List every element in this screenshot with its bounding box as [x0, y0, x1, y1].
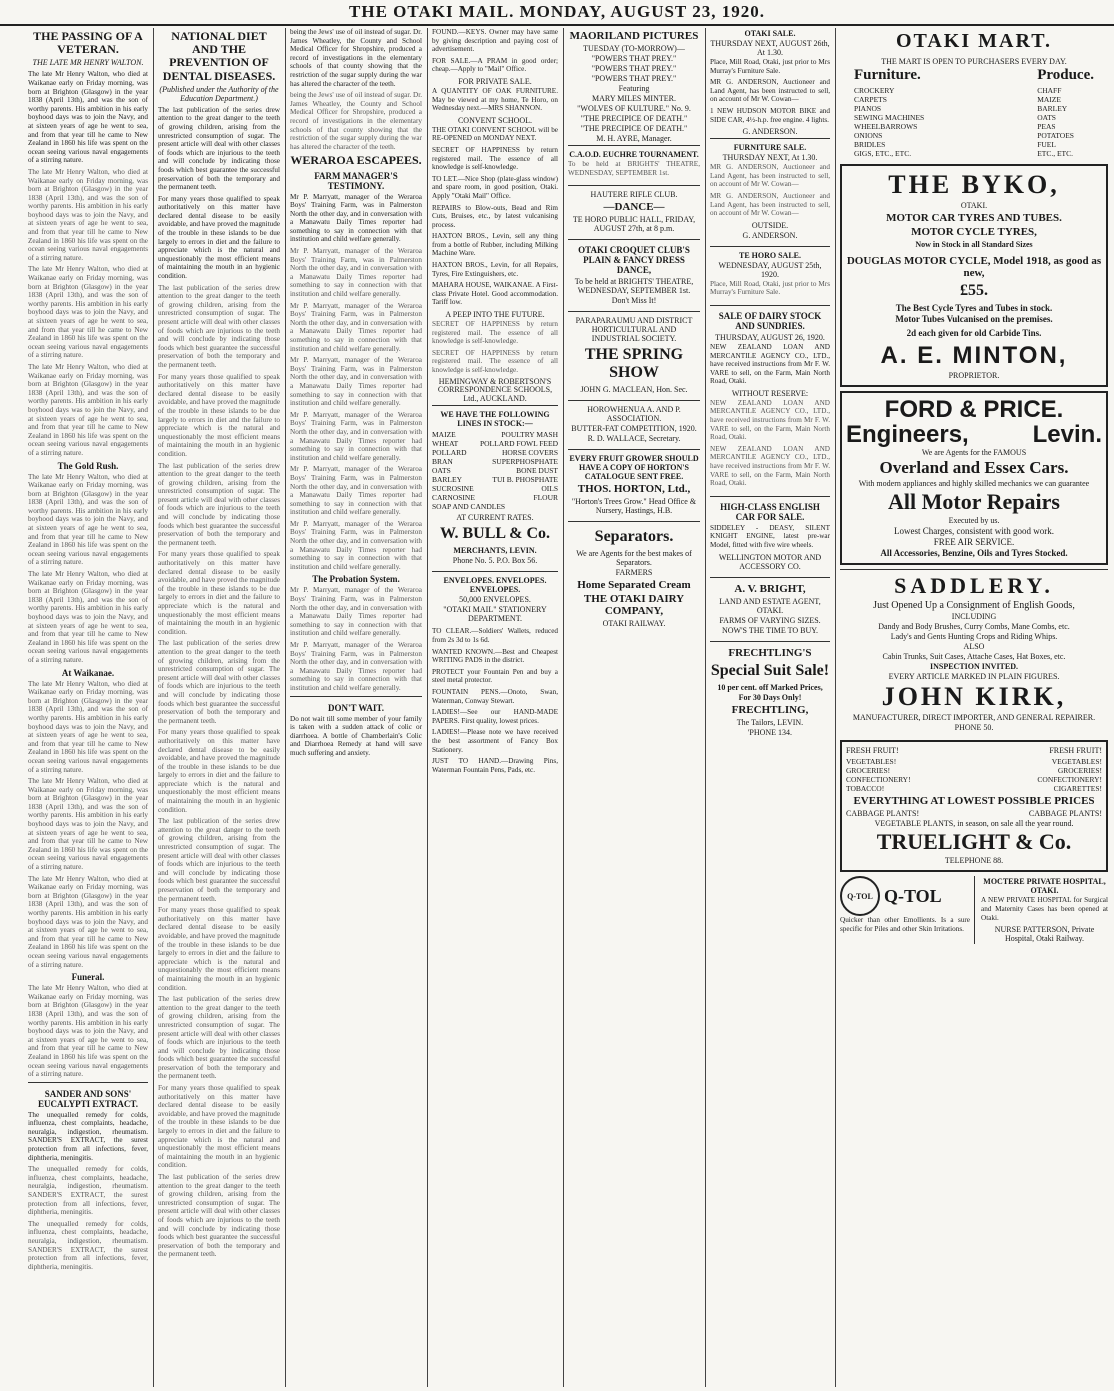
article-paragraph: The late Mr Henry Walton, who died at Waikanae early on Friday morning, was born at Brighton (Glasgow) in the year 1838 (April 13th), and was the son of worthy parents. His ambition in his early boyhood days was to join the Navy, and at sixteen years of age he went to sea, and from that year till he came to New Zealand in 1860 his life was spent on the ocean seeing various naval engagements of a stirring nature. [28, 472, 148, 567]
cabin-line: Cabin Trunks, Suit Cases, Attache Cases, Hat Boxes, etc. [882, 652, 1066, 662]
sale-text: MR G. ANDERSON, Auctioneer and Land Agent, has been instructed to sell, on account of Mr W. Cowan— [710, 163, 830, 189]
film-title: "POWERS THAT PREY." [591, 54, 677, 63]
days-label: For 30 Days Only! [738, 692, 802, 702]
also-label: ALSO [963, 642, 985, 652]
classified-ad: HAXTON BROS., Levin, sell any thing from a bottle of Rubber, including Milking Machine Ware. [432, 232, 558, 258]
sale-heading: TE HORO SALE. [738, 250, 801, 260]
sale-text: NEW ZEALAND LOAN AND MERCANTILE AGENCY CO., LTD., have received instructions from Mr F. W. VARE to sell, on the Farm, Main North Road, Otaki. [710, 342, 830, 386]
classified-ad: FOR SALE.—A PRAM in good order; cheap.—Apply to "Mail" Office. [432, 56, 558, 74]
truelight-phone: TELEPHONE 88. [944, 856, 1004, 866]
list-item: CARNOSINE [432, 493, 475, 503]
saddlery-title: SADDLERY. [894, 573, 1054, 599]
column-5 [564, 28, 704, 1387]
mart-open: THE MART IS OPEN TO PURCHASERS EVERY DAY. [881, 57, 1067, 66]
article-paragraph: The last publication of the series drew attention to the great danger to the teeth of growing children, arising from the unrestricted consumption of sugar. The present article will deal with other classes of foods which are injurious to the teeth and will conclude by indicating those foods which best guarantee the successful preservation of both the temporary and the permanent teeth. [158, 995, 280, 1081]
article-paragraph: Mr P. Marryatt, manager of the Weraroa Boys' Training Farm, was in Palmerston North the other day, and in conversation with a Manawatu Daily Times reporter had something to say in connection with that institution and child welfare generally. [290, 465, 422, 517]
list-row [854, 104, 924, 113]
hospital-text: A NEW PRIVATE HOSPITAL for Surgical and Maternity Cases has been opened at Otaki. [981, 896, 1108, 922]
ad-text: Do not wait till some member of your family is taken with a sudden attack of colic or diarrhoea. A bottle of Chamberlain's Colic and Diarrhoea Remedy at hand will save much suffering and anxiety. [290, 714, 422, 757]
section-heading: FARM MANAGER'S TESTIMONY. [314, 170, 398, 191]
frechtling-heading: FRECHTLING'S [728, 646, 812, 659]
club-name: HAUTERE RIFLE CLUB. [590, 190, 678, 200]
classified-ad: JUST TO HAND.—Drawing Pins, Waterman Fountain Pens, Pads, etc. [432, 757, 558, 774]
furniture-list [854, 86, 924, 158]
kirk-name: JOHN KIRK, [881, 682, 1067, 712]
sale-text: 1 NEW HUDSON MOTOR BIKE and SIDE CAR, 4½-h.p. free engine. 4 lights. [710, 106, 830, 124]
ad-signature: HEMINGWAY & ROBERTSON'S CORRESPONDENCE SCHOOLS, Ltd., AUCKLAND. [437, 376, 553, 403]
list-row [1037, 104, 1094, 113]
list-item: CONFECTIONERY! [1037, 775, 1102, 785]
article-paragraph: For many years those qualified to speak authoritatively on this matter have declared dental disease to be easily avoidable, and have proved the magnitude of the trouble in these islands to be due largely to errors in diet and the failure to appreciate which is the natural and unquestionably the most efficient means of maintaining the mouth in an hygienic condition. [158, 906, 280, 992]
list-row [846, 775, 1102, 784]
tailors-label: The Tailors, LEVIN. [736, 717, 804, 727]
list-row [432, 502, 558, 511]
dandy-line: Dandy and Body Brushes, Curry Combs, Mane Combs, etc. [878, 622, 1070, 632]
kirk-title: MANUFACTURER, DIRECT IMPORTER, AND GENERAL REPAIRER. [852, 713, 1096, 723]
section-heading: The Gold Rush. [57, 460, 119, 471]
inspection-line: INSPECTION INVITED. [929, 662, 1019, 672]
levin-label: Levin. [1032, 421, 1102, 449]
article-paragraph: The late Mr Henry Walton, who died at Waikanae early on Friday morning, was born at Brighton (Glasgow) in the year 1838 (April 13th), and was the son of worthy parents. His ambition in his early boyhood days was to join the Navy, and at sixteen years of age he went to sea, and from that year till he came to New Zealand in 1860 his life was spent on the ocean seeing various naval engagements of a stirring nature. [28, 265, 148, 360]
croquet-venue: To be held at BRIGHTS' THEATRE, WEDNESDAY, SEPTEMBER 1st. [574, 277, 694, 296]
list-item: POLLARD FOWL FEED [479, 439, 558, 449]
separators-agents: We are Agents for the best makes of Separators. [576, 549, 692, 568]
motor-company: WELLINGTON MOTOR AND ACCESSORY CO. [718, 552, 822, 571]
classified-heading: FOR PRIVATE SALE. [458, 76, 532, 86]
list-row [432, 439, 558, 448]
masthead: THE OTAKI MAIL. MONDAY, AUGUST 23, 1920. [0, 0, 1114, 26]
article-paragraph: The last publication of the series drew attention to the great danger to the teeth of growing children, arising from the unrestricted consumption of sugar. The present article will deal with other classes of foods which are injurious to the teeth and will conclude by indicating those foods which best guarantee the successful preservation of both the temporary and the permanent teeth. [158, 283, 280, 369]
agent-title: LAND AND ESTATE AGENT, OTAKI. [719, 596, 821, 615]
qtol-title: Q-TOL [884, 885, 942, 906]
byko-title: THE BYKO, [888, 170, 1060, 199]
free-air-line: FREE AIR SERVICE. [933, 537, 1015, 548]
mart-title: OTAKI MART. [895, 30, 1053, 52]
sale-heading: FURNITURE SALE. [733, 143, 807, 153]
list-item: CROCKERY [854, 86, 895, 95]
article-paragraph: The last publication of the series drew attention to the great danger to the teeth of growing children, arising from the unrestricted consumption of sugar. The present article will deal with other classes of foods which are injurious to the teeth and will conclude by indicating those foods which best guarantee the successful preservation of both the temporary and the permanent teeth. [158, 639, 280, 725]
list-item: HORSE COVERS [501, 448, 558, 458]
article-paragraph: For many years those qualified to speak authoritatively on this matter have declared dental disease to be easily avoidable, and have proved the magnitude of the trouble in these islands to be due largely to errors in diet and the failure to appreciate which is the natural and unquestionably the most efficient means of maintaining the mouth in an hygienic condition. [158, 550, 280, 636]
cycle-tyres-line: The Best Cycle Tyres and Tubes in stock. [895, 303, 1053, 313]
fresh-fruit: FRESH FRUIT! [1049, 746, 1102, 756]
list-row [854, 122, 924, 131]
sale-date: WEDNESDAY, AUGUST 25th, 1920. [718, 260, 822, 279]
society-name: PARAPARAUMU AND DISTRICT HORTICULTURAL AND INDUSTRIAL SOCIETY. [575, 316, 693, 344]
article-paragraph: Mr P. Marryatt, manager of the Weraroa Boys' Training Farm, was in Palmerston North the other day, and in conversation with a Manawatu Daily Times reporter had something to say in connection with that institution and child welfare generally. [290, 301, 422, 353]
article-paragraph: Mr P. Marryatt, manager of the Weraroa Boys' Training Farm, was in Palmerston North the other day, and in conversation with a Manawatu Daily Times reporter had something to say in connection with that institution and child welfare generally. [290, 192, 422, 244]
discount-label: 10 per cent. off Marked Prices, [717, 682, 823, 692]
article-paragraph: The late Mr Henry Walton, who died at Waikanae early on Friday morning, was born at Brighton (Glasgow) in the year 1838 (April 13th), and was the son of worthy parents. His ambition in his early boyhood days was to join the Navy, and at sixteen years of age he went to sea, and from that year till he came to New Zealand in 1860 his life was spent on the ocean seeing various naval engagements of a stirring nature. [28, 167, 148, 262]
classified-ad: PROTECT your Fountain Pen and buy a steel metal protector. [432, 667, 558, 685]
association-name: HOROWHENUA A. AND P. ASSOCIATION. [587, 405, 681, 424]
douglas-line: DOUGLAS MOTOR CYCLE, Model 1918, as good as new, [846, 255, 1102, 279]
kirk-phone: PHONE 50. [954, 723, 994, 733]
list-item: TUI B. PHOSPHATE [492, 475, 558, 485]
classified-ad: FOUNTAIN PENS.—Onoto, Swan, Waterman, Conway Stewart. [432, 687, 558, 705]
produce-heading: Produce. [1037, 67, 1094, 83]
manager-name: M. H. AYRE, Manager. [596, 134, 672, 143]
list-row [1037, 131, 1094, 140]
film-title: "WOLVES OF KULTURE." No. 9. [577, 104, 691, 113]
vulcanise-line: Motor Tubes Vulcanised on the premises. [895, 314, 1053, 324]
list-item: SOAP AND CANDLES [432, 502, 506, 512]
farms-label: FARMS OF VARYING SIZES. [719, 615, 821, 625]
stationery-label: "OTAKI MAIL" STATIONERY DEPARTMENT. [443, 605, 547, 624]
section-heading: At Waikanae. [61, 667, 115, 678]
cabbage-plants: CABBAGE PLANTS! [846, 809, 920, 819]
list-item: OATS [432, 466, 451, 476]
envelopes-heading: ENVELOPES. ENVELOPES. ENVELOPES. [443, 576, 547, 595]
film-title: "POWERS THAT PREY." [591, 64, 677, 73]
ad-text: The unequalled remedy for colds, influenza, chest complaints, headache, neuralgia, indigestion, rheumatism. SANDER'S EXTRACT, the surest protection from all infections, fever, diphtheria, meningitis. [28, 1110, 148, 1162]
phone-label: 'PHONE 134. [747, 727, 793, 737]
reserve-label: WITHOUT RESERVE: [731, 388, 809, 398]
truelight-name: TRUELIGHT & Co. [876, 829, 1072, 855]
list-item: CHAFF [1037, 86, 1062, 95]
list-item: GROCERIES! [846, 766, 891, 776]
repairs-line: All Motor Repairs [888, 489, 1060, 515]
list-item: BARLEY [1037, 104, 1068, 113]
truelight-ad [840, 740, 1108, 872]
list-row [1037, 149, 1094, 158]
section-heading: Funeral. [71, 972, 105, 983]
dairy-location: OTAKI RAILWAY. [602, 619, 666, 629]
list-row [432, 466, 558, 475]
article-paragraph: The late Mr Henry Walton, who died at Waikanae early on Friday morning, was born at Brighton (Glasgow) in the year 1838 (April 13th), and was the son of worthy parents. His ambition in his early boyhood days was to join the Navy, and at sixteen years of age he went to sea, and from that year till he came to New Zealand in 1860 his life was spent on the ocean seeing various naval engagements of a stirring nature. [28, 70, 148, 165]
secretary-name: JOHN G. MACLEAN, Hon. Sec. [580, 385, 688, 395]
article-subtitle: (Published under the Authority of the Education Department.) [159, 84, 279, 103]
ford-price-ad [840, 391, 1108, 565]
ad-text: The unequalled remedy for colds, influenza, chest complaints, headache, neuralgia, indigestion, rheumatism. SANDER'S EXTRACT, the surest protection from all infections, fever, diphtheria, meningitis. [28, 1165, 148, 1217]
list-row [432, 475, 558, 484]
sale-text: NEW ZEALAND LOAN AND MERCANTILE AGENCY CO., LTD., have received instructions from Mr F. W. VARE to sell, on the Farm, Main North Road, Otaki. [710, 398, 830, 442]
sale-subheading: OUTSIDE. [751, 220, 789, 230]
merchants-label: MERCHANTS, LEVIN. [453, 546, 537, 556]
list-row [432, 448, 558, 457]
list-item: GROCERIES! [1057, 766, 1102, 776]
croquet-title: OTAKI CROQUET CLUB'S PLAIN & FANCY DRESS DANCE, [578, 245, 690, 276]
classified-ad: LADIES!—See our HAND-MADE PAPERS. First quality, lowest prices. [432, 708, 558, 725]
list-item: ETC., ETC. [1037, 149, 1074, 158]
separators-title: Separators. [594, 528, 674, 546]
engineers-label: Engineers, [846, 421, 969, 449]
sale-date: THURSDAY NEXT, AUGUST 26th, At 1.30. [710, 39, 830, 57]
qtol-logo: Q-TOL [840, 876, 880, 916]
article-paragraph: being the Jews' use of oil instead of sugar. Dr. James Wheatley, the County and School Medical Officer for Shropshire, produced a record of investigations in the elementary schools of that county showing that the restriction of the sugar supply during the war has altered the character of the teeth. [290, 28, 422, 88]
list-item: BRAN [432, 457, 453, 467]
classified-ad: THE OTAKI CONVENT SCHOOL will be RE-OPENED on MONDAY NEXT. [432, 125, 558, 143]
list-row [1037, 122, 1094, 131]
featuring-label: Featuring [618, 84, 650, 93]
byko-ad [840, 164, 1108, 387]
article-paragraph: Mr P. Marryatt, manager of the Weraroa Boys' Training Farm, was in Palmerston North the other day, and in conversation with a Manawatu Daily Times reporter had something to say in connection with that institution and child welfare generally. [290, 641, 422, 692]
sale-heading: OTAKI SALE. [744, 29, 796, 38]
column-2 [154, 28, 284, 1387]
sale-text: Place, Mill Road, Otaki, just prior to Mrs Murray's Furniture Sale. [710, 279, 830, 297]
home-cream: Home Separated Cream [577, 579, 691, 592]
dance-venue: TE HORO PUBLIC HALL, FRIDAY, AUGUST 27th, at 8 p.m. [572, 215, 696, 234]
auctioneer-name: G. ANDERSON. [742, 230, 798, 240]
classified-ad: LADIES!—Please note we have received the best assortment of Fancy Box Stationery. [432, 728, 558, 754]
classified-heading: CONVENT SCHOOL. [457, 115, 533, 125]
accessories-line: All Accessories, Benzine, Oils and Tyres Stocked. [880, 548, 1068, 559]
list-row [432, 430, 558, 439]
list-item: FUEL [1037, 140, 1056, 149]
list-item: GIGS, ETC., ETC. [854, 149, 912, 158]
pictures-day: TUESDAY (TO-MORROW)— [583, 44, 685, 53]
list-item: MAIZE [1037, 95, 1061, 104]
grocery-list [846, 757, 1102, 793]
column-3 [286, 28, 426, 1387]
list-item: BONE DUST [516, 466, 558, 476]
nurse-name: NURSE PATTERSON, Private Hospital, Otaki Railway. [994, 925, 1095, 944]
list-item: CONFECTIONERY! [846, 775, 911, 785]
sale-text: MR G. ANDERSON, Auctioneer and Land Agent, has been instructed to sell, on account of Mr W. Cowan— [710, 78, 830, 104]
list-item: ONIONS [854, 131, 883, 140]
fresh-fruit: FRESH FRUIT! [846, 746, 899, 756]
classified-ad: SECRET OF HAPPINESS by return registered mail. The essence of all knowledge is self-knowledge. [432, 320, 558, 346]
horton-name: THOS. HORTON, Ltd., [577, 483, 691, 496]
article-paragraph: Mr P. Marryatt, manager of the Weraroa Boys' Training Farm, was in Palmerston North the other day, and in conversation with a Manawatu Daily Times reporter had something to say in connection with that institution and child welfare generally. [290, 247, 422, 299]
ad-title: SANDER AND SONS' EUCALYPTI EXTRACT. [37, 1088, 139, 1109]
sale-text: Place, Mill Road, Otaki, just prior to Mrs Murray's Furniture Sale. [710, 58, 830, 75]
qtol-text: Quicker than other Emollients. Is a sure specific for Piles and other Skin Irritations. [840, 916, 970, 933]
furniture-heading: Furniture. [854, 67, 921, 83]
classified-heading: A PEEP INTO THE FUTURE. [445, 310, 545, 320]
spring-show-title: THE SPRING SHOW [584, 346, 684, 382]
including-label: INCLUDING [951, 612, 997, 622]
film-star: MARY MILES MINTER. [592, 94, 676, 103]
classified-ad: REPAIRS to Blow-outs, Bead and Rim Cuts, Bruises, etc., by latest vulcanising process. [432, 203, 558, 229]
list-item: OATS [1037, 113, 1056, 122]
executed-line: Executed by us. [948, 516, 1000, 526]
list-item: VEGETABLES! [1051, 757, 1102, 767]
modern-line: With modern appliances and highly skilled mechanics we can guarantee [858, 479, 1090, 489]
list-item: CARPETS [854, 95, 887, 104]
farmers-label: FARMERS [615, 568, 653, 578]
film-title: "THE PRECIPICE OF DEATH." [580, 114, 688, 123]
stock-title: WE HAVE THE FOLLOWING LINES IN STOCK:— [440, 410, 550, 429]
article-paragraph: For many years those qualified to speak authoritatively on this matter have declared dental disease to be easily avoidable, and have proved the magnitude of the trouble in these islands to be due largely to errors in diet and the failure to appreciate which is the natural and unquestionably the most efficient means of maintaining the mouth in an hygienic condition. [158, 1084, 280, 1170]
envelopes-count: 50,000 ENVELOPES. [459, 595, 531, 605]
article-paragraph: The late Mr Henry Walton, who died at Waikanae early on Friday morning, was born at Brighton (Glasgow) in the year 1838 (April 13th), and was the son of worthy parents. His ambition in his early boyhood days was to join the Navy, and at sixteen years of age he went to sea, and from that year till he came to New Zealand in 1860 his life was spent on the ocean seeing various naval engagements of a stirring nature. [28, 362, 148, 457]
ad-text: The unequalled remedy for colds, influenza, chest complaints, headache, neuralgia, indigestion, rheumatism. SANDER'S EXTRACT, the surest protection from all infections, fever, diphtheria, meningitis. [28, 1219, 148, 1271]
cabbage-plants: CABBAGE PLANTS! [1028, 809, 1102, 819]
article-paragraph: The late Mr Henry Walton, who died at Waikanae early on Friday morning, was born at Brighton (Glasgow) in the year 1838 (April 13th), and was the son of worthy parents. His ambition in his early boyhood days was to join the Navy, and at sixteen years of age he went to sea, and from that year till he came to New Zealand in 1860 his life was spent on the ocean seeing various naval engagements of a stirring nature. [28, 679, 148, 774]
list-row [854, 149, 924, 158]
article-paragraph: The last publication of the series drew attention to the great danger to the teeth of growing children, arising from the unrestricted consumption of sugar. The present article will deal with other classes of foods which are injurious to the teeth and will conclude by indicating those foods which best guarantee the successful preservation of both the temporary and the permanent teeth. [158, 461, 280, 547]
list-row [846, 784, 1102, 793]
classified-ad: HAXTON BROS., Levin, for all Repairs, Tyres, Fire Extinguishers, etc. [432, 261, 558, 278]
sale-text: NEW ZEALAND LOAN AND MERCANTILE AGENCY CO., LTD., have received instructions from Mr F. W. VARE to sell, on the Farm, Main North Road, Otaki. [710, 444, 830, 488]
list-item: BARLEY [432, 475, 462, 485]
hospital-title: MOCTERE PRIVATE HOSPITAL, OTAKI. [983, 877, 1106, 896]
list-row [1037, 113, 1094, 122]
list-item: POLLARD [432, 448, 467, 458]
article-title: NATIONAL DIET AND THE PREVENTION OF DENTAL DISEASES. [162, 29, 276, 83]
ford-title: FORD & PRICE. [884, 396, 1064, 423]
article-paragraph: Mr P. Marryatt, manager of the Weraroa Boys' Training Farm, was in Palmerston North the other day, and in conversation with a Manawatu Daily Times reporter had something to say in connection with that institution and child welfare generally. [290, 586, 422, 638]
phone-line: Phone No. 5. P.O. Box 56. [452, 556, 538, 566]
buy-label: NOW'S THE TIME TO BUY. [721, 625, 819, 635]
sale-text: MR G. ANDERSON, Auctioneer and Land Agent, has been instructed to sell, on account of Mr W. Cowan— [710, 191, 830, 218]
stock-rates: AT CURRENT RATES. [456, 513, 534, 523]
minton-name: A. E. MINTON, [880, 342, 1068, 369]
list-item: OILS [541, 484, 558, 494]
list-item: MAIZE [432, 430, 456, 440]
list-row [1037, 86, 1094, 95]
classified-ad: TO CLEAR.—Soldiers' Wallets, reduced from 2s 3d to 1s 6d. [432, 627, 558, 644]
article-paragraph: For many years those qualified to speak authoritatively on this matter have declared dental disease to be easily avoidable, and have proved the magnitude of the trouble in these islands to be due largely to errors in diet and the failure to appreciate which is the natural and unquestionably the most efficient means of maintaining the mouth in an hygienic condition. [158, 372, 280, 458]
list-item: WHEELBARROWS [854, 122, 918, 131]
list-row [854, 113, 924, 122]
list-item: SUPERPHOSPHATE [492, 457, 558, 467]
horton-address: "Horton's Trees Grow." Head Office & Nursery, Hastings, H.B. [571, 497, 697, 516]
list-item: SUCROSINE [432, 484, 474, 494]
column-6 [706, 28, 834, 1387]
tyres-line: MOTOR CYCLE TYRES, [911, 226, 1037, 238]
column-7 [836, 28, 1112, 1387]
ad-text: To be held at BRIGHTS' THEATRE, WEDNESDAY, SEPTEMBER 1st. [568, 160, 700, 177]
list-item: PEAS [1037, 122, 1056, 131]
article-subtitle: THE LATE MR HENRY WALTON. [32, 58, 144, 68]
bull-brand: W. BULL & Co. [439, 525, 551, 543]
section-heading: DON'T WAIT. [327, 702, 385, 713]
article-paragraph: The late Mr Henry Walton, who died at Waikanae early on Friday morning, was born at Brighton (Glasgow) in the year 1838 (April 13th), and was the son of worthy parents. His ambition in his early boyhood days was to join the Navy, and at sixteen years of age he went to sea, and from that year till he came to New Zealand in 1860 his life was spent on the ocean seeing various naval engagements of a stirring nature. [28, 570, 148, 664]
euchre-heading: C.A.O.D. EUCHRE TOURNAMENT. [569, 150, 699, 159]
list-row [432, 493, 558, 502]
article-paragraph: The last publication of the series drew attention to the great danger to the teeth of growing children, arising from the unrestricted consumption of sugar. The present article will deal with other classes of foods which are injurious to the teeth and will conclude by indicating those foods which best guarantee the successful preservation of both the temporary and the permanent teeth. [158, 817, 280, 903]
auctioneer-name: G. ANDERSON. [742, 127, 798, 137]
article-paragraph: being the Jews' use of oil instead of sugar. Dr. James Wheatley, the County and School Medical Officer for Shropshire, produced a record of investigations in the elementary schools of that county showing that the restriction of the sugar supply during the war has altered the character of the teeth. [290, 91, 422, 151]
article-paragraph: The last publication of the series drew attention to the great danger to the teeth of growing children, arising from the unrestricted consumption of sugar. The present article will deal with other classes of foods which are injurious to the teeth and will conclude by indicating those foods which best guarantee the successful preservation of both the temporary and the permanent teeth. [158, 105, 280, 192]
film-title: "THE PRECIPICE OF DEATH." [580, 124, 688, 133]
section-heading: The Probation System. [312, 574, 400, 585]
film-title: "POWERS THAT PREY." [591, 74, 677, 83]
list-item: WHEAT [432, 439, 459, 449]
article-paragraph: The last publication of the series drew attention to the great danger to the teeth of growing children, arising from the unrestricted consumption of sugar. The present article will deal with other classes of foods which are injurious to the teeth and will conclude by indicating those foods which best guarantee the successful preservation of both the temporary and the permanent teeth. [158, 1173, 280, 1259]
article-paragraph: Mr P. Marryatt, manager of the Weraroa Boys' Training Farm, was in Palmerston North the other day, and in conversation with a Manawatu Daily Times reporter had something to say in connection with that institution and child welfare generally. [290, 356, 422, 408]
list-row [846, 757, 1102, 766]
plain-figures-line: EVERY ARTICLE MARKED IN PLAIN FIGURES. [888, 672, 1060, 682]
article-title: WERAROA ESCAPEES. [290, 153, 422, 168]
opened-line: Just Opened Up a Consignment of English Goods, [873, 600, 1075, 612]
list-item: PIANOS [854, 104, 882, 113]
list-row [1037, 140, 1094, 149]
classified-ad: WANTED KNOWN.—Best and Cheapest WRITING PADS in the district. [432, 647, 558, 665]
list-row [432, 484, 558, 493]
article-paragraph: The late Mr Henry Walton, who died at Waikanae early on Friday morning, was born at Brighton (Glasgow) in the year 1838 (April 13th), and was the son of worthy parents. His ambition in his early boyhood days was to join the Navy, and at sixteen years of age he went to sea, and from that year till he came to New Zealand in 1860 his life was spent on the ocean seeing various naval engagements of a stirring nature. [28, 984, 148, 1079]
list-row [1037, 95, 1094, 104]
produce-list [1037, 86, 1094, 158]
suit-sale-title: Special Suit Sale! [710, 661, 830, 679]
stock-list [432, 430, 558, 511]
article-paragraph: The late Mr Henry Walton, who died at Waikanae early on Friday morning, was born at Brighton (Glasgow) in the year 1838 (April 13th), and was the son of worthy parents. His ambition in his early boyhood days was to join the Navy, and at sixteen years of age he went to sea, and from that year till he came to New Zealand in 1860 his life was spent on the ocean seeing various naval engagements of a stirring nature. [28, 874, 148, 969]
carbide-line: 2d each given for old Carbide Tins. [906, 328, 1042, 338]
overland-line: Overland and Essex Cars. [879, 458, 1069, 478]
frechtling-name: FRECHTLING, [731, 703, 809, 716]
list-row [846, 766, 1102, 775]
list-row [854, 86, 924, 95]
car-sale-heading: HIGH-CLASS ENGLISH CAR FOR SALE. [720, 501, 820, 522]
list-item: POTATOES [1037, 131, 1074, 140]
column-4 [428, 28, 562, 1387]
sale-heading: SALE OF DAIRY STOCK AND SUNDRIES. [718, 310, 822, 331]
lowest-line: Lowest Charges, consistent with good work. [893, 526, 1055, 537]
douglas-price: £55. [960, 282, 988, 299]
competition-name: BUTTER-FAT COMPETITION, 1920. [571, 424, 697, 434]
classified-ad: SECRET OF HAPPINESS by return registered mail. The essence of all knowledge is self-knowledge. [432, 145, 558, 172]
list-item: POULTRY MASH [501, 430, 558, 440]
classified-ad: TO LET.—Nice Shop (plate-glass window) and spare room, in good position, Otaki. Apply "Otaki Mail" Office. [432, 174, 558, 200]
list-item: FLOUR [533, 493, 558, 503]
classified-ad: A QUANTITY OF OAK FURNITURE. May be viewed at my home, Te Horo, on Wednesday next.—MRS SHANNON. [432, 86, 558, 113]
dance-title: —DANCE— [603, 201, 665, 214]
classified-ad: SECRET OF HAPPINESS by return registered mail. The essence of all knowledge is self-knowledge. [432, 348, 558, 374]
article-title: THE PASSING OF A VETERAN. [33, 29, 143, 57]
list-item: BRIDLES [854, 140, 886, 149]
tyres-line: MOTOR CAR TYRES AND TUBES. [886, 212, 1062, 224]
catalogue-heading: EVERY FRUIT GROWER SHOULD HAVE A COPY OF HORTON'S CATALOGUE SENT FREE. [569, 454, 699, 482]
column-1 [24, 28, 152, 1387]
plants-line: VEGETABLE PLANTS, in season, on sale all the year round. [874, 819, 1074, 829]
byko-town: OTAKI. [960, 201, 988, 210]
article-paragraph: For many years those qualified to speak authoritatively on this matter have declared dental disease to be easily avoidable, and have proved the magnitude of the trouble in these islands to be due largely to errors in diet and the failure to appreciate which is the natural and unquestionably the most efficient means of maintaining the mouth in an hygienic condition. [158, 194, 280, 281]
dairy-company: THE OTAKI DAIRY COMPANY, [583, 593, 685, 618]
agent-name: A. V. BRIGHT, [734, 582, 806, 595]
classified-ad: MAHARA HOUSE, WAIKANAE. A First-class Private Hotel. Good accommodation. Tariff low. [432, 281, 558, 307]
classified-ad: FOUND.—KEYS. Owner may have same by giving description and paying cost of advertisement. [432, 28, 558, 54]
sale-date: THURSDAY NEXT, At 1.30. [722, 153, 818, 163]
list-row [854, 95, 924, 104]
list-item: SEWING MACHINES [854, 113, 925, 122]
article-paragraph: For many years those qualified to speak authoritatively on this matter have declared dental disease to be easily avoidable, and have proved the magnitude of the trouble in these islands to be due largely to errors in diet and the failure to appreciate which is the natural and unquestionably the most efficient means of maintaining the mouth in an hygienic condition. [158, 728, 280, 814]
secretary-name: R. D. WALLACE, Secretary. [587, 434, 681, 444]
list-item: VEGETABLES! [846, 757, 897, 767]
list-row [854, 140, 924, 149]
article-paragraph: The late Mr Henry Walton, who died at Waikanae early on Friday morning, was born at Brighton (Glasgow) in the year 1838 (April 13th), and was the son of worthy parents. His ambition in his early boyhood days was to join the Navy, and at sixteen years of age he went to sea, and from that year till he came to New Zealand in 1860 his life was spent on the ocean seeing various naval engagements of a stirring nature. [28, 777, 148, 872]
sale-date: THURSDAY, AUGUST 26, 1920. [715, 332, 825, 342]
stock-sizes: Now in Stock in all Standard Sizes [915, 240, 1033, 249]
list-item: CIGARETTES! [1053, 784, 1102, 794]
article-paragraph: Mr P. Marryatt, manager of the Weraroa Boys' Training Farm, was in Palmerston North the other day, and in conversation with a Manawatu Daily Times reporter had something to say in connection with that institution and child welfare generally. [290, 410, 422, 462]
crops-line: Lady's and Gents Hunting Crops and Riding Whips. [890, 632, 1058, 642]
car-sale-text: SIDDELEY - DEASY, SILENT KNIGHT ENGINE, latest pre-war Model, fitted with five wire wheels. [710, 523, 830, 549]
list-item: TOBACCO! [846, 784, 885, 794]
list-row [854, 131, 924, 140]
lowest-prices: EVERYTHING AT LOWEST POSSIBLE PRICES [853, 795, 1095, 808]
proprietor-label: PROPRIETOR. [948, 371, 1000, 380]
agents-line: We are Agents for the FAMOUS [921, 448, 1027, 458]
croquet-tagline: Don't Miss It! [611, 296, 657, 306]
list-row [432, 457, 558, 466]
article-paragraph: Mr P. Marryatt, manager of the Weraroa Boys' Training Farm, was in Palmerston North the other day, and in conversation with a Manawatu Daily Times reporter had something to say in connection with that institution and child welfare generally. [290, 519, 422, 571]
pictures-title: MAORILAND PICTURES [569, 30, 699, 42]
